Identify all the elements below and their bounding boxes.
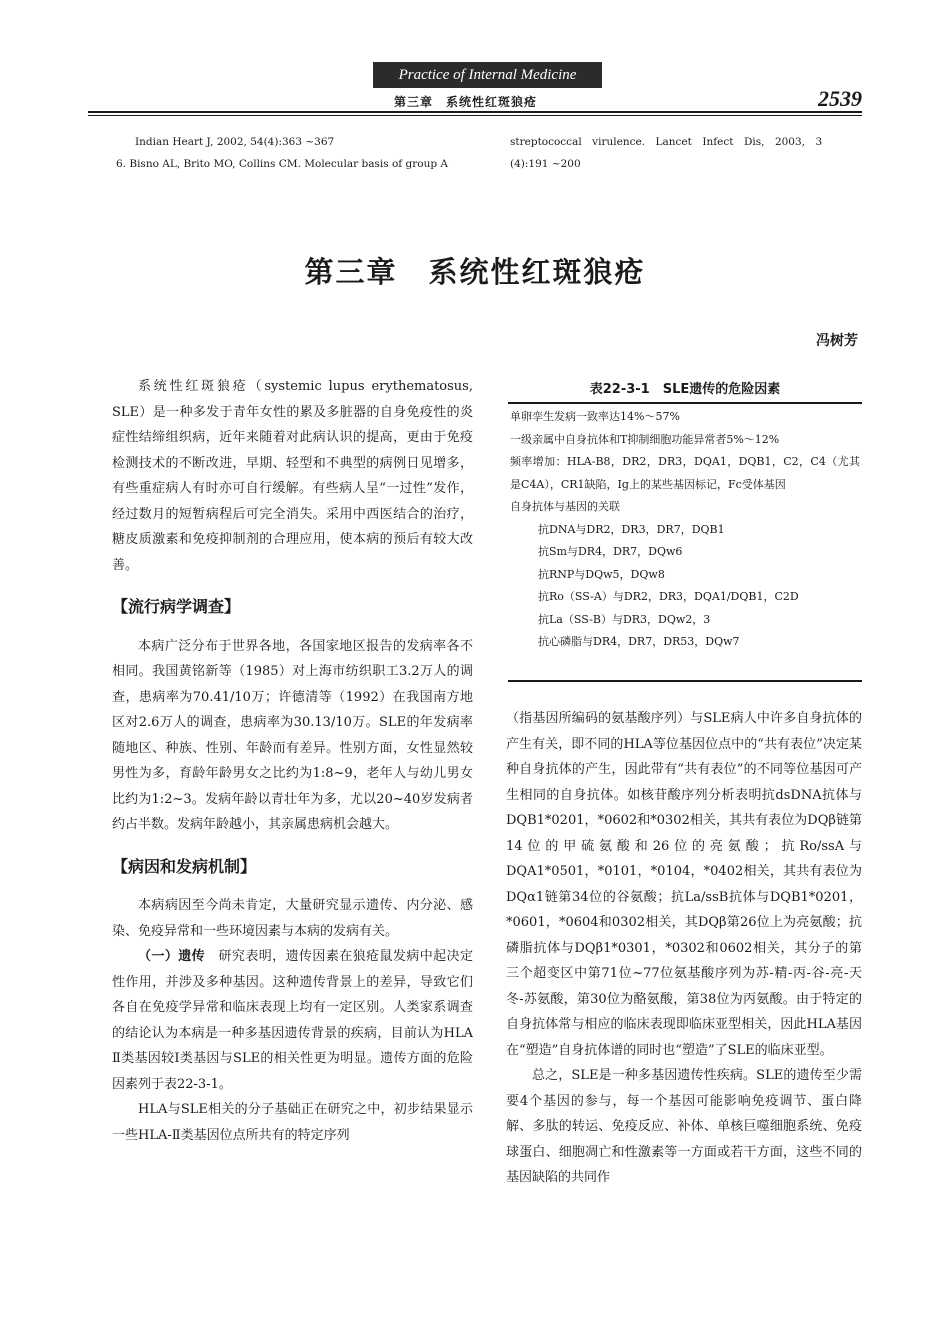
author-name: 冯树芳	[816, 333, 858, 349]
reference-line: 6. Bisno AL, Brito MO, Collins CM. Molecular basis of group A	[116, 158, 448, 170]
right-column	[506, 706, 862, 1191]
table-subrow: 抗DNA与DR2，DR3，DR7，DQB1	[538, 522, 725, 536]
genetics-paragraph	[112, 944, 473, 1097]
chapter-title: 第三章 系统性红斑狼疮	[304, 255, 646, 289]
table-bottom-rule	[508, 680, 862, 682]
genetics-run-in-heading: （一）遗传	[138, 949, 206, 964]
table-subrow: 抗RNP与DQw5，DQw8	[538, 567, 665, 581]
table-row: 一级亲属中自身抗体和T抑制细胞功能异常者5%～12%	[510, 432, 780, 446]
left-column	[112, 374, 473, 1148]
hla-continued-paragraph: （指基因所编码的氨基酸序列）与SLE病人中许多自身抗体的产生有关，即不同的HLA等位基因位点中的“共有表位”决定某种自身抗体的产生，因此带有“共有表位”的不同等位基因可产生相同的自身抗体。如核苷酸序列分析表明抗dsDNA抗体与DQB1*0201，*0602和*0302相关，其共有表位为DQβ链第14位的甲硫氨酸和26位的亮氨酸；抗Ro/ssA与DQA1*0501，*0101，*0104，*0402相关，其共有表位为DQα1链第34位的谷氨酸；抗La/ssB抗体与DQB1*0201，*0601，*0604和0302相关，其DQβ第26位上为亮氨酸；抗磷脂抗体与DQβ1*0301，*0302和0602相关，其分子的第三个超变区中第71位~77位氨基酸序列为苏-精-丙-谷-亮-天冬-苏氨酸，第30位为酪氨酸，第38位为丙氨酸。由于特定的自身抗体常与相应的临床表现即临床亚型相关，因此HLA基因在“塑造”自身抗体谱的同时也“塑造”了SLE的临床亚型。	[506, 711, 862, 1058]
hla-paragraph: HLA与SLE相关的分子基础正在研究之中，初步结果显示一些HLA-Ⅱ类基因位点所共有的特定序列	[112, 1102, 473, 1143]
epidemiology-paragraph: 本病广泛分布于世界各地，各国家地区报告的发病率各不相同。我国黄铭新等（1985）对上海市纺织职工3.2万人的调查，患病率为70.41/10万；许德清等（1992）在我国南方地区对2.6万人的调查，患病率为30.13/10万。SLE的年发病率随地区、种族、性别、年龄而有差异。性别方面，女性显然较男性为多，育龄年龄男女之比约为1:8~9，老年人与幼儿男女比约为1:2~3。发病年龄以青壮年为多，尤以20~40岁发病者约占半数。发病年龄越小，其亲属患病机会越大。	[112, 638, 473, 832]
journal-banner: Practice of Internal Medicine	[373, 62, 602, 88]
summary-paragraph: 总之，SLE是一种多基因遗传性疾病。SLE的遗传至少需要4个基因的参与，每一个基因可能影响免疫调节、蛋白降解、多肽的转运、免疫反应、补体、单核巨噬细胞系统、免疫球蛋白、细胞凋亡和性激素等一方面或若干方面，这些不同的基因缺陷的共同作	[506, 1068, 862, 1185]
table-subrow: 抗Ro（SS-A）与DR2，DR3，DQA1/DQB1，C2D	[538, 590, 799, 603]
intro-paragraph: 系统性红斑狼疮（systemic lupus erythematosus, SLE）是一种多发于青年女性的累及多脏器的自身免疫性的炎症性结缔组织病，近年来随着对此病认识的提高，更由于免疫检测技术的不断改进，早期、轻型和不典型的病例日见增多，有些重症病人有时亦可自行缓解。有些病人呈“一过性”发作，经过数月的短暂病程后可完全消失。采用中西医结合的治疗，糖皮质激素和免疫抑制剂的合理应用，使本病的预后有较大改善。	[112, 379, 473, 573]
table-title: 表22-3-1 SLE遗传的危险因素	[589, 382, 781, 397]
table-top-rule	[508, 402, 862, 404]
table-row: 单卵孪生发病一致率达14%～57%	[510, 410, 680, 423]
genetics-text: 研究表明，遗传因素在狼疮鼠发病中起决定性作用，并涉及多种基因。这种遗传背景上的差异，导致它们各自在免疫学异常和临床表现上均有一定区别。人类家系调查的结论认为本病是一种多基因遗传背景的疾病，目前认为HLA Ⅱ类基因较Ⅰ类基因与SLE的相关性更为明显。遗传方面的危险因素列于表22-3-1。	[112, 949, 473, 1092]
running-head: 第三章 系统性红斑狼疮	[394, 95, 538, 109]
table-subrow: 抗心磷脂与DR4，DR7，DR53，DQw7	[538, 635, 740, 648]
table-row: 自身抗体与基因的关联	[510, 500, 620, 513]
table-row: 频率增加：HLA-B8，DR2，DR3，DQA1，DQB1，C2，C4（尤其是C4A），CR1缺陷，Ig上的某些基因标记，Fc受体基因	[510, 455, 860, 491]
reference-line: (4):191 ~200	[510, 158, 581, 170]
table-subrow: 抗La（SS-B）与DR3，DQw2，3	[538, 612, 711, 626]
page-number: 2539	[818, 86, 862, 111]
etiology-paragraph: 本病病因至今尚未肯定，大量研究显示遗传、内分泌、感染、免疫异常和一些环境因素与本病的发病有关。	[112, 898, 473, 939]
reference-line: streptococcal virulence. Lancet Infect Dis, 2003, 3	[510, 136, 823, 148]
table-subrow: 抗Sm与DR4，DR7，DQw6	[538, 545, 683, 558]
section-heading-etiology: 【病因和发病机制】	[112, 856, 257, 876]
reference-line: Indian Heart J, 2002, 54(4):363 ~367	[135, 136, 335, 148]
section-heading-epidemiology: 【流行病学调查】	[112, 597, 241, 616]
header-rule-thin	[88, 115, 862, 116]
risk-factor-table	[510, 406, 860, 654]
header-rule	[88, 111, 862, 113]
